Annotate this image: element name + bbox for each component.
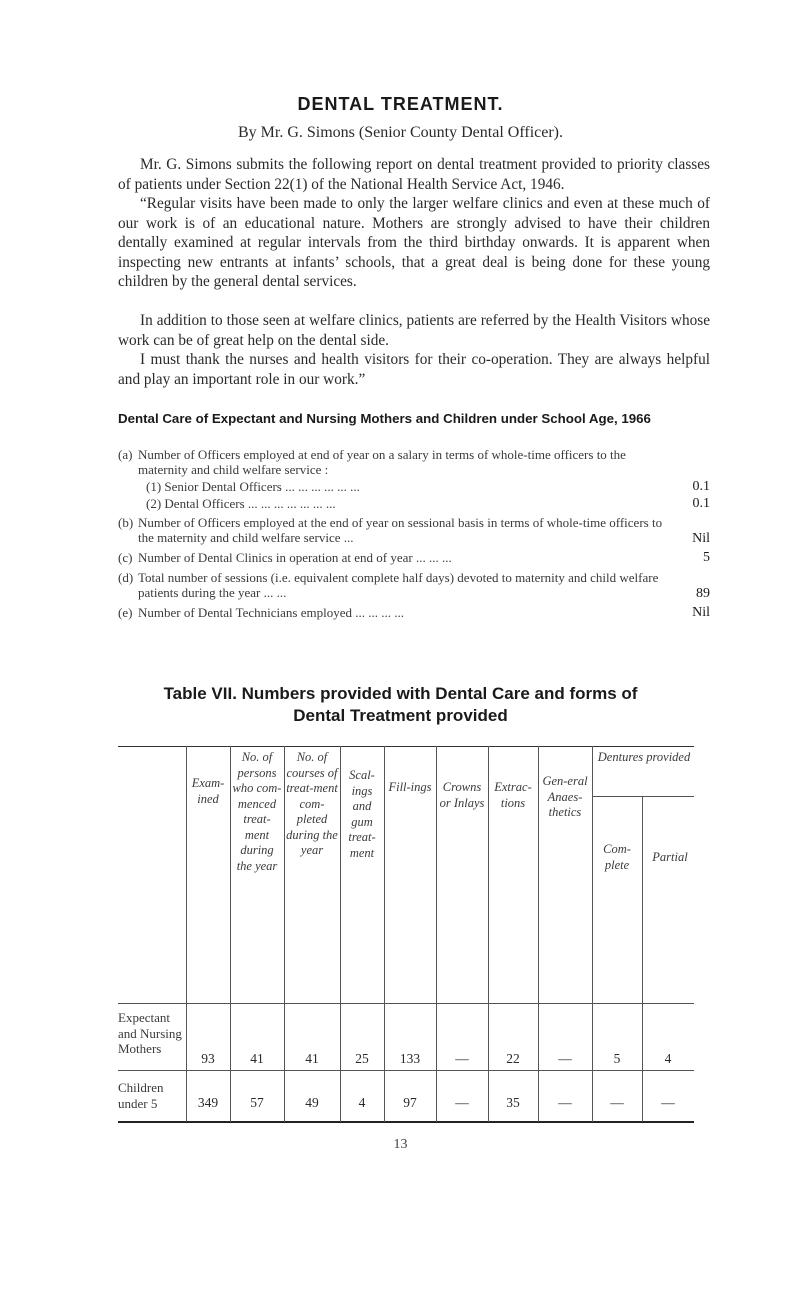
table-cell: 5 [613, 1051, 621, 1066]
byline: By Mr. G. Simons (Senior County Dental Officer). [237, 124, 563, 141]
table-cell: 97 [403, 1095, 417, 1110]
table-cell: 4 [358, 1095, 366, 1110]
list-item: (b) Number of Officers employed at the end of year on sessional basis in terms of whole-time officers to the maternity and child welfare service ... Nil [118, 515, 710, 546]
table-cell: — [610, 1095, 624, 1110]
table-cell: 57 [250, 1095, 264, 1110]
row-rule [118, 1070, 694, 1071]
table-cell: — [558, 1095, 572, 1110]
table-cell: 93 [201, 1051, 215, 1066]
table-cell: — [661, 1095, 675, 1110]
header-scalings: Scal-ings and gum treat-ment [348, 768, 376, 860]
table-cell: 41 [250, 1051, 264, 1066]
header-partial: Partial [652, 850, 688, 864]
header-examined: Exam-ined [191, 776, 225, 806]
paragraph-referrals: In addition to those seen at welfare clinics, patients are referred by the Health Visitors whose work can be of great help on the dental side. [118, 312, 710, 349]
row-label-children: Children under 5 [118, 1080, 164, 1111]
dentures-subheader-rule [592, 796, 694, 797]
list-item: (a) Number of Officers employed at end of year on a salary in terms of whole-time officers to the maternity and child welfare service : [118, 447, 626, 477]
paragraph-thanks: I must thank the nurses and health visitors for their co-operation. They are always helpful and play an important role in our work.” [118, 351, 710, 388]
header-fillings: Fill-ings [388, 780, 432, 794]
table-cell: — [455, 1051, 469, 1066]
list-item: (d) Total number of sessions (i.e. equivalent complete half days) devoted to maternity and child welfare patients during the year ... ... 89 [118, 570, 710, 601]
table-title: Table VII. Numbers provided with Dental Care and forms of Dental Treatment provided [163, 684, 638, 725]
table-cell: 349 [197, 1095, 219, 1110]
treatment-table [118, 746, 694, 1124]
table-cell: 35 [506, 1095, 520, 1110]
section-title: Dental Care of Expectant and Nursing Mothers and Children under School Age, 1966 [118, 411, 651, 426]
table-rule-top [118, 746, 694, 747]
table-cell: 25 [355, 1051, 369, 1066]
table-cell: 41 [305, 1051, 319, 1066]
column-divider [642, 796, 643, 1122]
table-cell: — [558, 1051, 572, 1066]
header-commenced: No. of persons who com-menced treat-ment during the year [232, 750, 282, 873]
paragraph-intro: Mr. G. Simons submits the following report on dental treatment provided to priority classes of patients under Section 22(1) of the National Health Service Act, 1946. [118, 156, 710, 193]
header-rule [118, 1003, 694, 1004]
table-cell: 49 [305, 1095, 319, 1110]
header-dentures: Dentures provided [597, 750, 691, 764]
header-crowns: Crowns or Inlays [439, 780, 485, 810]
table-cell: 133 [399, 1051, 421, 1066]
table-cell: 4 [664, 1051, 672, 1066]
table-cell: — [455, 1095, 469, 1110]
row-label-mothers: Expectant and Nursing Mothers [118, 1010, 182, 1056]
table-cell: 22 [506, 1051, 520, 1066]
page-title: DENTAL TREATMENT. [297, 94, 504, 114]
header-complete: Com-plete [603, 842, 631, 872]
page-number: 13 [393, 1137, 408, 1152]
header-completed: No. of courses of treat-ment com-pleted during the year [286, 750, 338, 857]
document-page: DENTAL TREATMENT. By Mr. G. Simons (Senior County Dental Officer). Mr. G. Simons submits the following report on dental treatment provided to priority classes of patients under Section 22(1) of the National Health Service Act, 1946. “Regular visits have been made to only the larger welfare clinics and even at these much of our work is of an educational nature. Mothers are strongly advised to have their children dentally examined at regular intervals from the third birthday onwards. It is apparent when inspecting new entrants at infants’ schools, that a great deal is being done for these young children by the general dental services. In addition to those seen at welfare clinics, patients are referred by the Health Visitors whose work can be of great help on the dental side. I must thank the nurses and health visitors for their co-operation. They are always helpful and play an important role in our work.” Dental Care of Expectant and Nursing Mothers and Children under School Age, 1966 (a) Number of Officers employed at end of year on a salary in terms of whole-time officers to the maternity and child welfare service : (1) Senior Dental Officers ... ... ... ... ... ... 0.1 (2) Dental Officers ... ... ... ... ... ... ... 0.1 (b) Number of Officers employed at the end of year on sessional basis in terms of whole-time officers to the maternity and child welfare service ... Nil (c) Number of Dental Clinics in operation at end of year ... ... ... 5 (d) Total number of sessions (i.e. equivalent complete half days) devoted to maternity and child welfare patients during the year ... ... 89 (e) Number of Dental Technicians employed ... ... ... ... Nil Table VII. Numbers provided with Dental Care and forms of Dental Treatment provided Exam-ined No. of persons who com-menced treat-ment during the year No. of courses of treat-ment com-pleted during the year Scal-ings and gum treat-ment Fill-ings Crowns or Inlays Extrac-tions Gen-eral Anaes-thetics Dentures provided Com-plete Partial Expectant and Nursing Mothers 93 41 41 25 133 — 22 — 5 4 Children under 5 349 57 49 4 97 — 35 — — — 13 [0, 0, 801, 1306]
header-extractions: Extrac-tions [494, 780, 532, 810]
header-anaesthetics: Gen-eral Anaes-thetics [542, 774, 588, 819]
table-rule-bottom [118, 1121, 694, 1123]
paragraph-visits: “Regular visits have been made to only the larger welfare clinics and even at these much of our work is of an educational nature. Mothers are strongly advised to have their children dentally examined at regular intervals from the third birthday onwards. It is apparent when inspecting new entrants at infants’ schools, that a great deal is being done for these young children by the general dental services. [118, 195, 710, 290]
